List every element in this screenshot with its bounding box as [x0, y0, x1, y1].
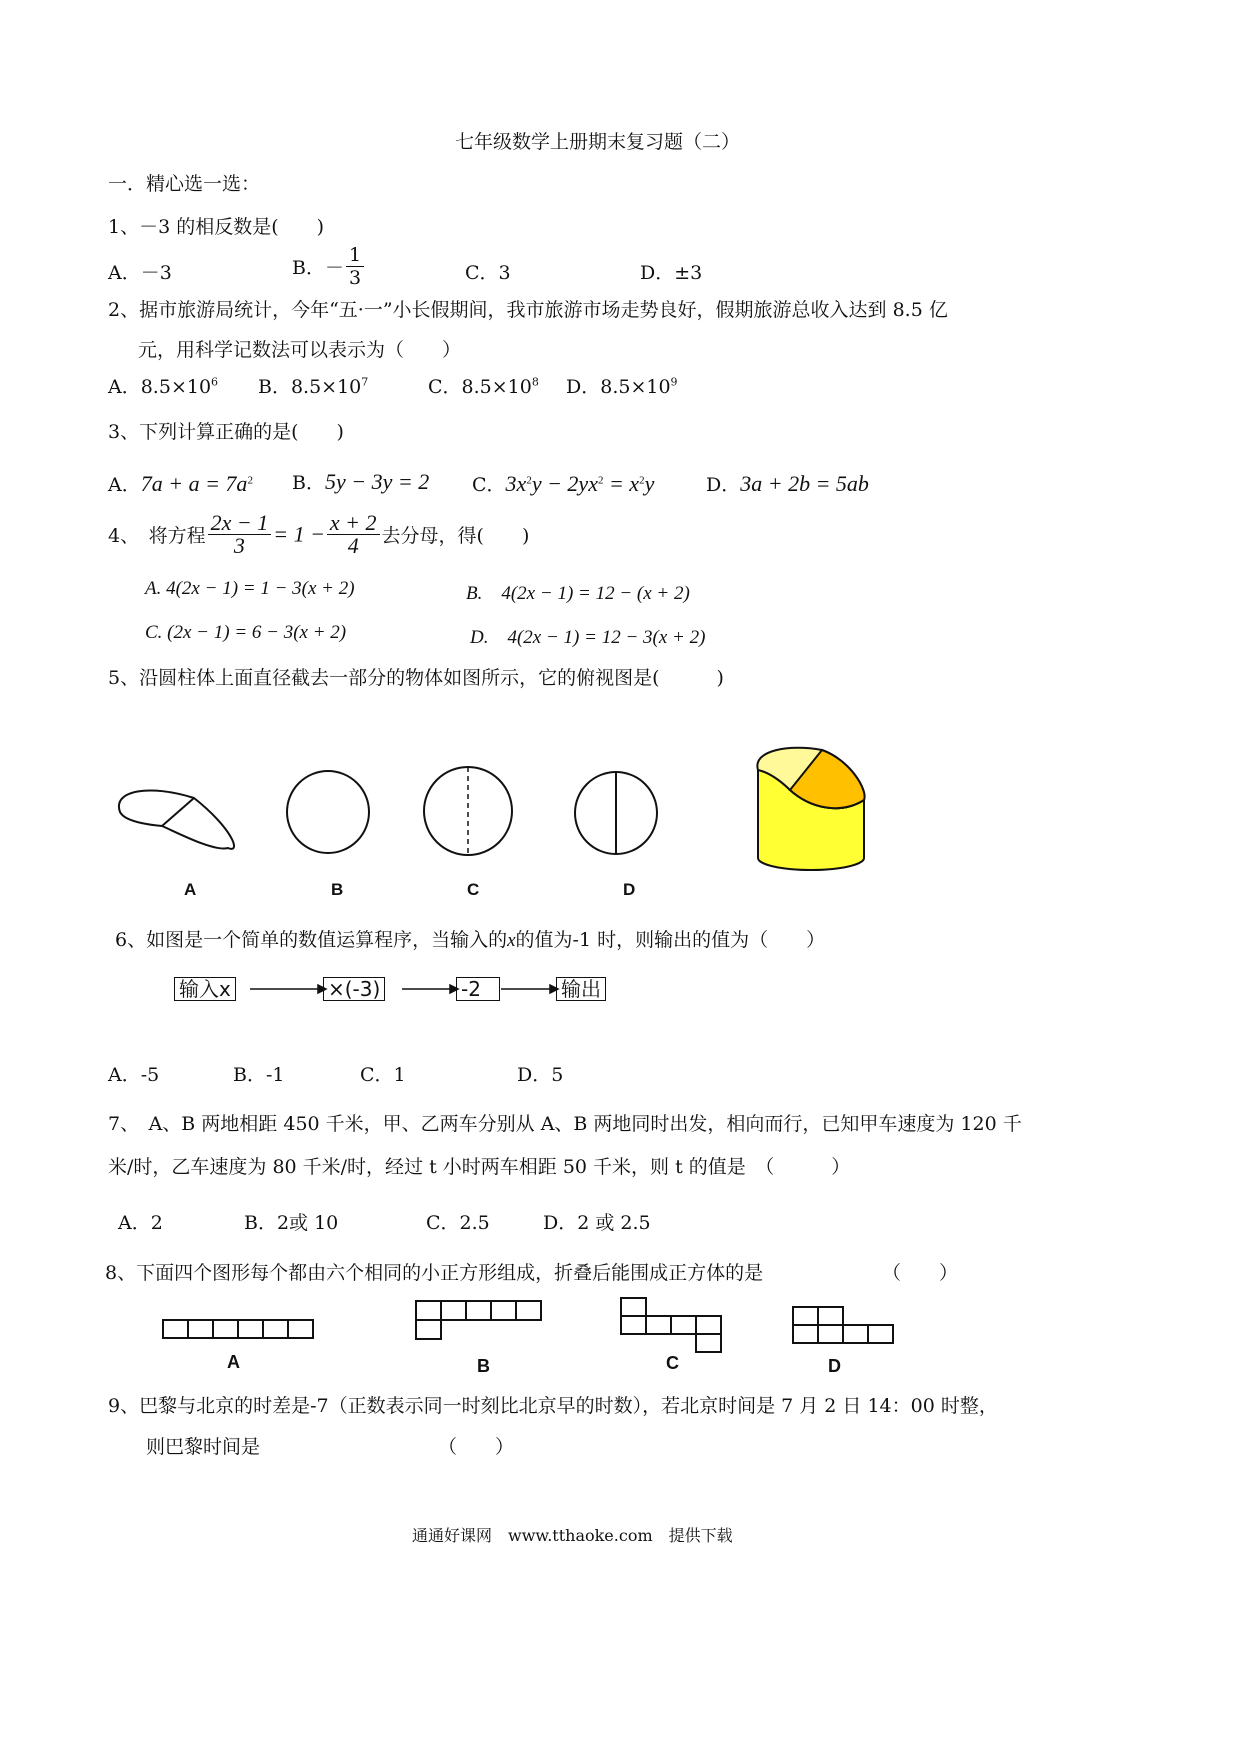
- question-2-option-d: D．$8.5\times 10^9$: [566, 375, 678, 398]
- question-3-option-d: D．3a + 2b = 5ab: [706, 471, 869, 496]
- fraction-one-third: $\frac{1}{3}$: [346, 244, 364, 289]
- figure-label-d: D: [623, 880, 636, 899]
- page-title: 七年级数学上册期末复习题（二）: [455, 131, 741, 153]
- question-4-option-c: C. (2x − 1) = 6 − 3(x + 2): [145, 622, 347, 643]
- question-3-option-b: B．5y − 3y = 2: [292, 469, 430, 494]
- question-9-paren: （ ）: [438, 1436, 515, 1458]
- question-4-option-b: B. 4(2x − 1) = 12 − (x + 2): [466, 583, 690, 604]
- question-9-line-2: 则巴黎时间是: [146, 1436, 261, 1458]
- question-6-option-c: C．1: [360, 1064, 406, 1086]
- flow-subtract-box: -2: [456, 977, 500, 1001]
- question-8-stem: 8、下面四个图形每个都由六个相同的小正方形组成，折叠后能围成正方体的是: [105, 1262, 764, 1284]
- question-4-option-d: D. 4(2x − 1) = 12 − 3(x + 2): [470, 627, 706, 648]
- net-d: [793, 1307, 893, 1343]
- question-2-line-1: 2、据市旅游局统计，今年“五·一”小长假期间，我市旅游市场走势良好，假期旅游总收入达到 8.5 亿: [108, 299, 948, 321]
- question-6-option-b: B．-1: [233, 1064, 285, 1086]
- question-2-option-c: C．$8.5\times 10^8$: [428, 375, 539, 398]
- question-6-stem: 6、如图是一个简单的数值运算程序，当输入的x的值为-1 时，则输出的值为（ ）: [115, 929, 826, 951]
- question-3-option-c: C．$3x^2y - 2yx^2 = x^2y$: [472, 471, 655, 496]
- page-footer: 通通好课网 www.tthaoke.com 提供下载: [412, 1526, 733, 1545]
- flow-input-box: 输入x: [174, 977, 236, 1001]
- question-4-option-a: A. 4(2x − 1) = 1 − 3(x + 2): [145, 578, 355, 599]
- net-a: [163, 1320, 313, 1338]
- question-3-stem: 3、下列计算正确的是( ): [108, 421, 344, 443]
- question-7-line-1: 7、 A、B 两地相距 450 千米，甲、乙两车分别从 A、B 两地同时出发，相向而行，已知甲车速度为 120 千: [108, 1113, 1022, 1135]
- question-6-option-a: A．-5: [108, 1064, 160, 1086]
- section-heading: 一．精心选一选：: [108, 173, 261, 195]
- question-7-option-a: A．2: [118, 1212, 163, 1234]
- net-label-d: D: [828, 1356, 841, 1376]
- question-8-paren: （ ）: [882, 1262, 959, 1284]
- question-3-option-a: A．$7a + a = 7a^2$: [108, 471, 253, 496]
- question-2-option-a: A．$8.5\times 10^6$: [108, 375, 219, 398]
- question-5-stem: 5、沿圆柱体上面直径截去一部分的物体如图所示，它的俯视图是( ): [108, 667, 724, 689]
- question-7-option-d: D．2 或 2.5: [543, 1212, 651, 1234]
- question-4-stem: 4、 将方程 $\frac{2x - 1}{3}$ = 1 − $\frac{x + 2}{4}$ 去分母，得( ): [108, 510, 530, 558]
- fraction-2x-1-over-3: $\frac{2x - 1}{3}$: [208, 512, 272, 557]
- fraction-x-2-over-4: $\frac{x + 2}{4}$: [327, 512, 380, 557]
- net-label-c: C: [666, 1353, 679, 1373]
- question-1-option-c: C．3: [465, 262, 511, 284]
- net-c: [621, 1298, 721, 1352]
- figure-label-c: C: [467, 880, 480, 899]
- question-1-option-d: D．±3: [640, 262, 703, 284]
- question-1-option-a: A．－3: [108, 262, 172, 284]
- question-2-line-2: 元，用科学记数法可以表示为（ ）: [138, 339, 462, 361]
- net-label-b: B: [477, 1356, 490, 1376]
- question-2-option-b: B．$8.5\times 10^7$: [258, 375, 369, 398]
- question-7-option-c: C．2.5: [426, 1212, 490, 1234]
- question-1-stem: 1、－3 的相反数是( ): [108, 216, 325, 238]
- question-9-line-1: 9、巴黎与北京的时差是-7（正数表示同一时刻比北京早的时数），若北京时间是 7 月 2 日 14：00 时整，: [108, 1395, 998, 1417]
- flow-multiply-box: ×(-3): [323, 977, 385, 1001]
- question-7-option-b: B．2或 10: [244, 1212, 339, 1234]
- question-6-option-d: D．5: [517, 1064, 564, 1086]
- net-label-a: A: [227, 1352, 240, 1372]
- option-b-prefix: B．－: [292, 257, 344, 279]
- question-7-line-2: 米/时，乙车速度为 80 千米/时，经过 t 小时两车相距 50 千米，则 t 的值是 （ ）: [108, 1156, 851, 1178]
- net-b: [416, 1301, 541, 1339]
- figure-label-a: A: [184, 880, 197, 899]
- flow-output-box: 输出: [556, 977, 606, 1001]
- figure-label-b: B: [331, 880, 344, 899]
